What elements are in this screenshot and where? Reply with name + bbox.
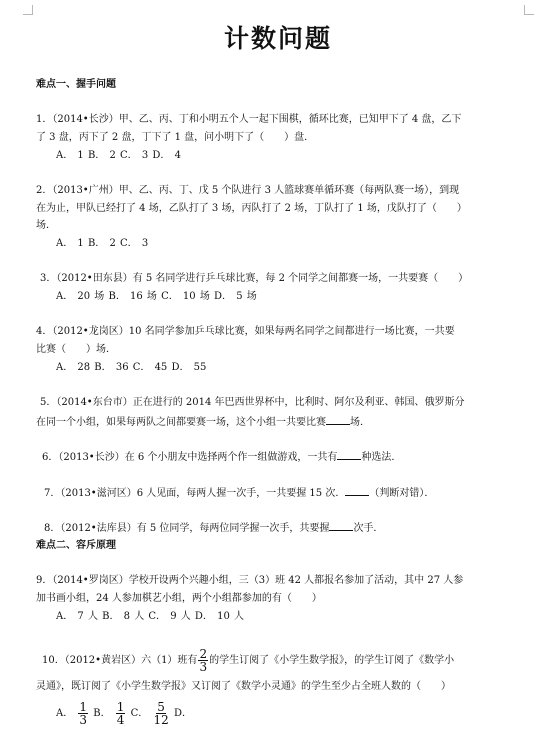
question-9-line-1: 9．（2014•罗岗区）学校开设两个兴趣小组，三（3）班 42 人都报名参加了活动，其中 27 人参 xyxy=(36,575,464,586)
option-a-fraction xyxy=(78,701,88,726)
page-corner-mark-left xyxy=(23,5,33,15)
question-1-options: A． 1 B． 2 C． 3 D． 4 xyxy=(56,150,181,161)
question-2-line-3: 场． xyxy=(36,220,56,231)
fraction-numerator: 1 xyxy=(79,700,88,714)
question-2-line-2: 在为止，甲队已经打了 4 场，乙队打了 3 场，丙队打了 2 场，丁队打了 1 场，戊队打了（ ） xyxy=(36,203,467,214)
answer-blank xyxy=(345,487,369,496)
answer-blank xyxy=(337,451,361,460)
question-6-unit: 种选法． xyxy=(361,452,402,463)
fraction-denominator: 3 xyxy=(79,713,88,727)
question-6 xyxy=(42,451,401,463)
answer-blank xyxy=(329,522,353,531)
fraction-denominator: 3 xyxy=(199,660,208,674)
question-5-text: 在同一个小组，如果每两队之间都要赛一场，这个小组一共要比赛 xyxy=(36,417,326,428)
question-1-line-1: 1．（2014•长沙）甲、乙、丙、丁和小明五个人一起下围棋，循环比赛，已知甲下了 4 盘，乙下 xyxy=(36,114,462,125)
question-2-options: A． 1 B． 2 C． 3 xyxy=(56,238,149,249)
question-7-text: 7．（2013•滋河区）6 人见面，每两人握一次手，一共要握 15 次． xyxy=(44,488,346,499)
question-9-options: A． 7 人 B． 8 人 C． 9 人 D． 10 人 xyxy=(56,611,245,622)
option-b-fraction xyxy=(116,701,126,726)
question-4-line-2: 比赛（ ）场． xyxy=(36,344,116,355)
fraction-numerator: 1 xyxy=(116,700,125,714)
question-5-unit: 场． xyxy=(350,417,370,428)
fraction-two-thirds xyxy=(198,648,208,673)
option-c-label: C． xyxy=(130,708,149,719)
fraction-numerator: 2 xyxy=(199,647,208,661)
question-3-line-1: 3．（2012•田东县）有 5 名同学进行乒乓球比赛，每 2 个同学之间都赛一场，一共要赛（ ） xyxy=(40,273,469,284)
question-1-line-2: 了 3 盘，丙下了 2 盘，丁下了 1 盘，问小明下了（ ）盘． xyxy=(36,132,315,143)
question-2-line-1: 2．（2013•广州）甲、乙、丙、丁、戊 5 个队进行 3 人篮球赛单循环赛（每两队赛一场），到现 xyxy=(36,185,460,196)
question-10-options xyxy=(56,701,192,726)
option-a-label: A． xyxy=(56,708,74,719)
question-10-line-1 xyxy=(42,648,454,673)
option-b-label: B． xyxy=(93,708,111,719)
document-title: 计数问题 xyxy=(223,24,332,53)
question-4-options: A． 28 B． 36 C． 45 D． 55 xyxy=(56,362,207,373)
option-c-fraction xyxy=(153,701,168,726)
question-8-unit: 次手． xyxy=(353,523,384,534)
option-d-label: D． xyxy=(173,708,192,719)
question-8 xyxy=(44,522,383,534)
question-10-text-b: 的学生订阅了《小学生数学报》，的学生订阅了《数学小 xyxy=(209,655,455,666)
fraction-denominator: 4 xyxy=(116,713,125,727)
question-4-line-1: 4．（2012•龙岗区）10 名同学参加乒乓球比赛，如果每两名同学之间都进行一场比赛，一共要 xyxy=(36,326,455,337)
question-5-line-1: 5．（2014•东台市）正在进行的 2014 年巴西世界杯中，比利时、阿尔及利亚、韩国、俄罗斯分 xyxy=(40,397,465,408)
question-10-text-a: 10．（2012•黄岩区）六（1）班有 xyxy=(42,655,198,666)
answer-blank xyxy=(326,416,350,425)
fraction-denominator: 12 xyxy=(153,713,169,727)
section-heading-inclusion-exclusion: 难点二、容斥原理 xyxy=(36,540,116,551)
question-6-text: 6．（2013•长沙）在 6 个小朋友中选择两个作一组做游戏，一共有 xyxy=(42,452,338,463)
page-corner-mark-right xyxy=(524,5,534,15)
question-3-options: A． 20 场 B． 16 场 C． 10 场 D． 5 场 xyxy=(56,291,257,302)
section-heading-handshake: 难点一、握手问题 xyxy=(36,79,116,90)
fraction-numerator: 5 xyxy=(157,700,165,714)
question-8-text: 8．（2012•法库县）有 5 位同学，每两位同学握一次手，共要握 xyxy=(44,523,330,534)
question-9-line-2: 加书画小组，24 人参加棋艺小组，两个小组都参加的有（ ） xyxy=(36,593,322,604)
question-10-line-2: 灵通》，既订阅了《小学生数学报》又订阅了《数学小灵通》的学生至少占全班人数的（ ） xyxy=(36,681,451,692)
question-7 xyxy=(44,487,434,499)
question-5-line-2 xyxy=(36,416,370,428)
question-7-hint: （判断对错）． xyxy=(369,488,435,499)
